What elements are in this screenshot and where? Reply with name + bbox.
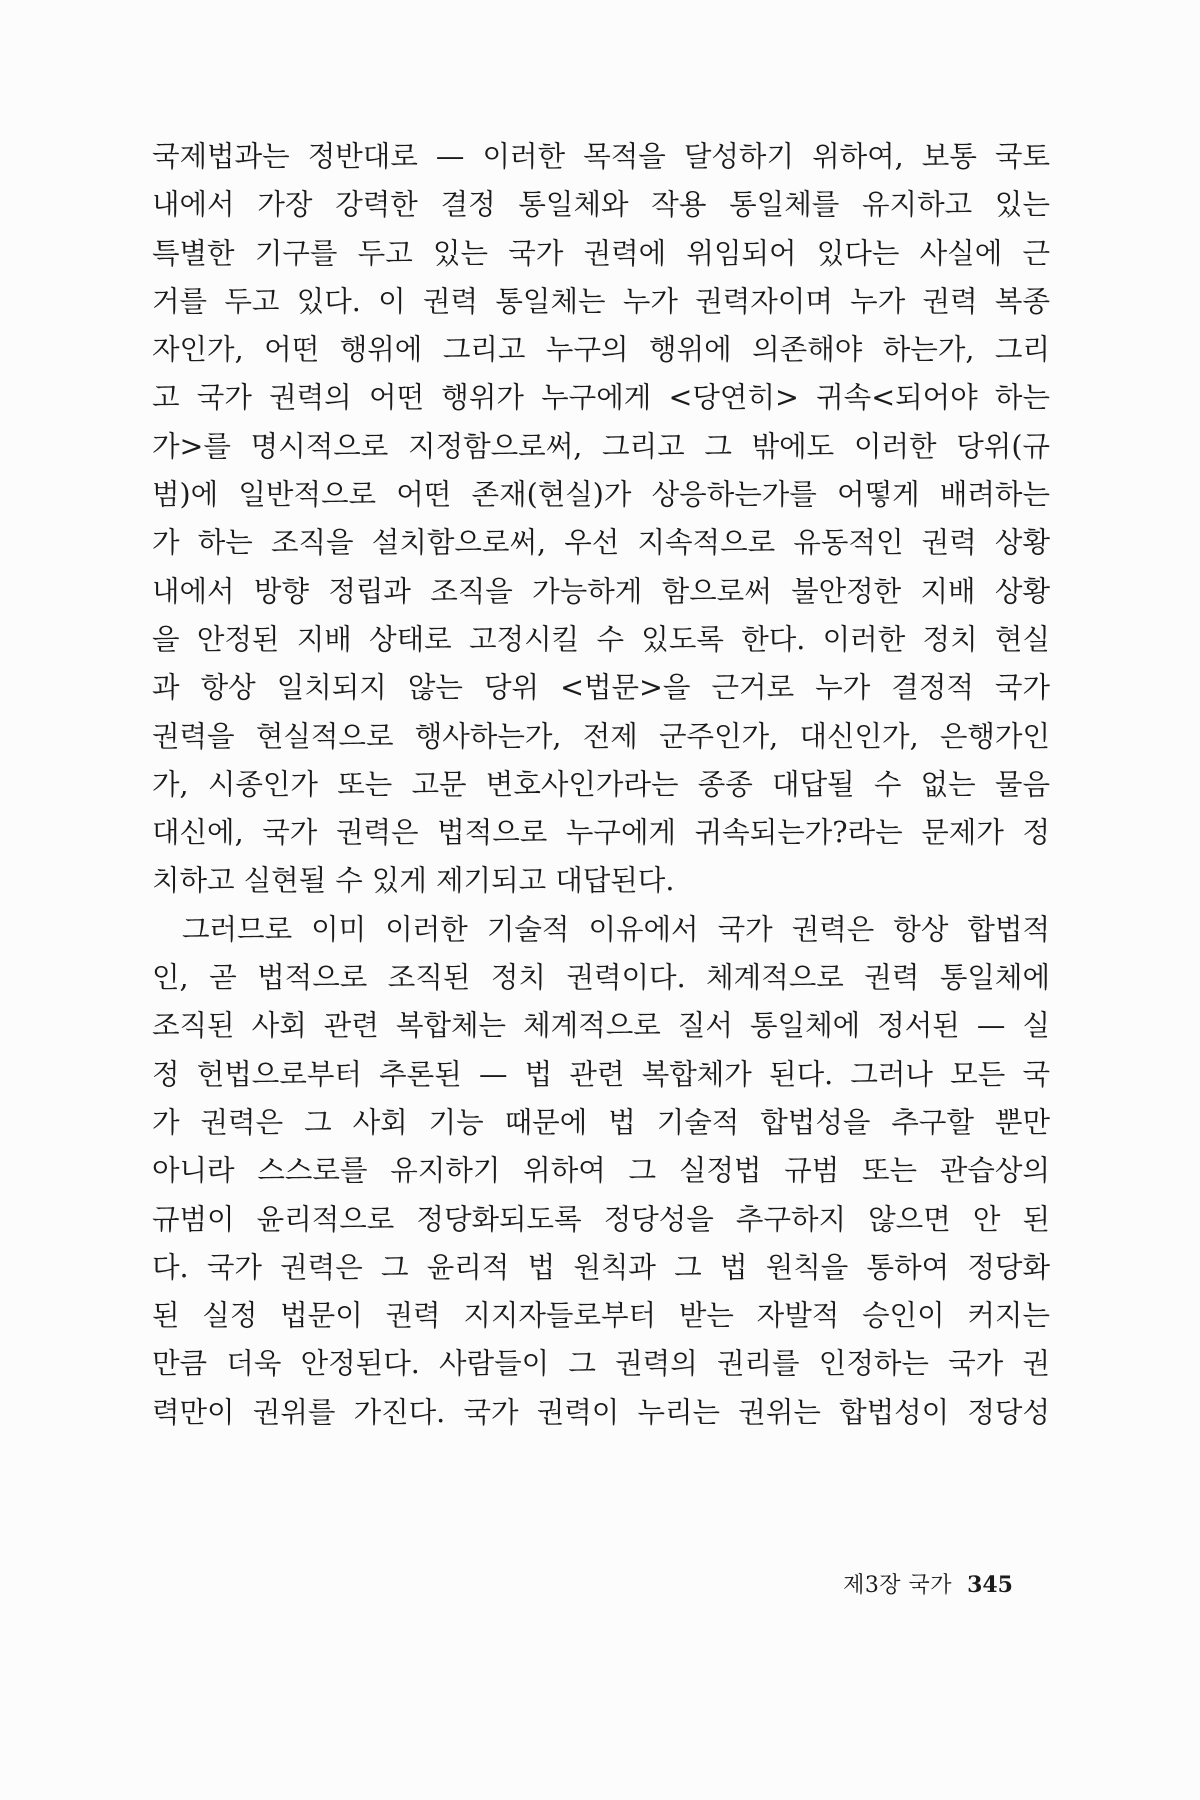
text-line: 가>를 명시적으로 지정함으로써, 그리고 그 밖에도 이러한 당위(규 (152, 429, 1050, 463)
text-line: 내에서 방향 정립과 조직을 가능하게 함으로써 불안정한 지배 상황 (152, 574, 1050, 608)
text-line: 거를 두고 있다. 이 권력 통일체는 누가 권력자이며 누가 권력 복종 (152, 284, 1050, 318)
running-footer-chapter: 제3장 국가 (843, 1573, 953, 1598)
text-line: 인, 곧 법적으로 조직된 정치 권력이다. 체계적으로 권력 통일체에 (152, 961, 1050, 995)
text-line: 과 항상 일치되지 않는 당위 <법문>을 근거로 누가 결정적 국가 (152, 671, 1050, 705)
text-line: 국제법과는 정반대로 — 이러한 목적을 달성하기 위하여, 보통 국토 (152, 140, 1050, 173)
text-line: 력만이 권위를 가진다. 국가 권력이 누리는 권위는 합법성이 정당성 (152, 1395, 1050, 1429)
paragraph-2 (152, 906, 1050, 1437)
text-line: 고 국가 권력의 어떤 행위가 누구에게 <당연히> 귀속<되어야 하는 (152, 381, 1050, 415)
text-line: 가 권력은 그 사회 기능 때문에 법 기술적 합법성을 추구할 뿐만 (152, 1105, 1050, 1139)
text-line: 자인가, 어떤 행위에 그리고 누구의 행위에 의존해야 하는가, 그리 (152, 333, 1050, 367)
text-line: 특별한 기구를 두고 있는 국가 권력에 위임되어 있다는 사실에 근 (152, 236, 1050, 270)
text-line: 을 안정된 지배 상태로 고정시킬 수 있도록 한다. 이러한 정치 현실 (152, 622, 1050, 656)
text-line: 범)에 일반적으로 어떤 존재(현실)가 상응하는가를 어떻게 배려하는 (152, 478, 1050, 512)
text-line: 내에서 가장 강력한 결정 통일체와 작용 통일체를 유지하고 있는 (152, 188, 1050, 222)
text-line: 규범이 윤리적으로 정당화되도록 정당성을 추구하지 않으면 안 된 (152, 1202, 1050, 1236)
text-line: 그러므로 이미 이러한 기술적 이유에서 국가 권력은 항상 합법적 (182, 912, 1050, 946)
text-line: 조직된 사회 관련 복합체는 체계적으로 질서 통일체에 정서된 — 실 (152, 1009, 1050, 1043)
body-text (152, 133, 1050, 1437)
text-line: 치하고 실현될 수 있게 제기되고 대답된다. (152, 864, 675, 898)
text-line: 아니라 스스로를 유지하기 위하여 그 실정법 규범 또는 관습상의 (152, 1154, 1050, 1188)
text-line: 된 실정 법문이 권력 지지자들로부터 받는 자발적 승인이 커지는 (152, 1299, 1050, 1333)
paragraph-1 (152, 133, 1050, 906)
text-line: 만큼 더욱 안정된다. 사람들이 그 권력의 권리를 인정하는 국가 권 (152, 1347, 1050, 1381)
page-footer (0, 1568, 1013, 1599)
text-line: 가 하는 조직을 설치함으로써, 우선 지속적으로 유동적인 권력 상황 (152, 526, 1050, 560)
text-line: 정 헌법으로부터 추론된 — 법 관련 복합체가 된다. 그러나 모든 국 (152, 1057, 1050, 1091)
text-line: 권력을 현실적으로 행사하는가, 전제 군주인가, 대신인가, 은행가인 (152, 719, 1050, 753)
text-line: 다. 국가 권력은 그 윤리적 법 원칙과 그 법 원칙을 통하여 정당화 (152, 1250, 1050, 1284)
page-number: 345 (967, 1572, 1013, 1598)
text-line: 가, 시종인가 또는 고문 변호사인가라는 종종 대답될 수 없는 물음 (152, 767, 1050, 801)
text-line: 대신에, 국가 권력은 법적으로 누구에게 귀속되는가?라는 문제가 정 (152, 816, 1050, 850)
